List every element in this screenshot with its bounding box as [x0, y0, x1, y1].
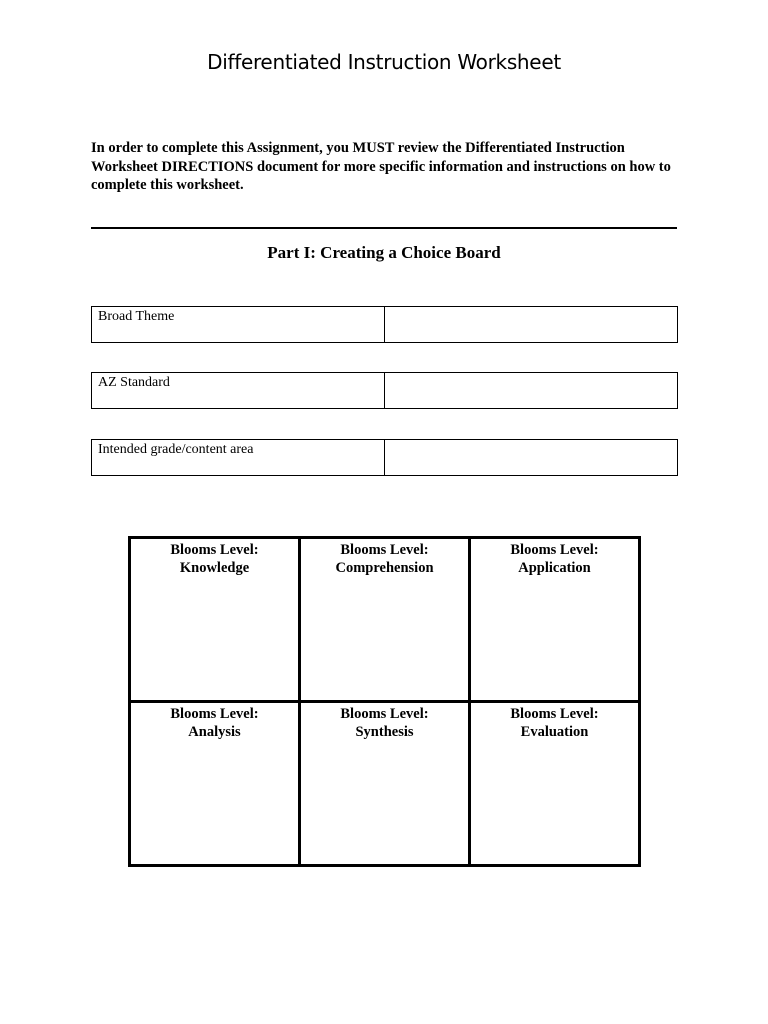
- az-standard-label: AZ Standard: [92, 373, 385, 409]
- az-standard-field[interactable]: [385, 373, 678, 409]
- broad-theme-label: Broad Theme: [92, 307, 385, 343]
- choice-cell-knowledge[interactable]: [130, 538, 300, 702]
- document-title: Differentiated Instruction Worksheet: [207, 50, 561, 74]
- grade-content-area-field[interactable]: [385, 440, 678, 476]
- blooms-level-prefix: Blooms Level:: [340, 706, 429, 722]
- broad-theme-field[interactable]: [385, 307, 678, 343]
- blooms-level-prefix: Blooms Level:: [340, 542, 429, 558]
- az-standard-table: [91, 372, 678, 409]
- intro-instructions: In order to complete this Assignment, you MUST review the Differentiated Instruction Worksheet DIRECTIONS document for more specific information and instructions on how to complete this worksheet.: [91, 140, 671, 193]
- choice-board-grid: [128, 536, 641, 867]
- blooms-level-name: Comprehension: [335, 560, 434, 576]
- grade-content-area-label: Intended grade/content area: [92, 440, 385, 476]
- blooms-level-name: Knowledge: [179, 560, 250, 576]
- blooms-level-prefix: Blooms Level:: [170, 542, 259, 558]
- broad-theme-table: [91, 306, 678, 343]
- blooms-level-prefix: Blooms Level:: [170, 706, 259, 722]
- blooms-level-name: Evaluation: [520, 724, 589, 740]
- choice-cell-application[interactable]: [470, 538, 640, 702]
- choice-cell-analysis[interactable]: [130, 702, 300, 866]
- blooms-level-prefix: Blooms Level:: [510, 542, 599, 558]
- grade-content-area-table: [91, 439, 678, 476]
- choice-cell-comprehension[interactable]: [300, 538, 470, 702]
- choice-cell-evaluation[interactable]: [470, 702, 640, 866]
- blooms-level-name: Synthesis: [355, 724, 414, 740]
- blooms-level-prefix: Blooms Level:: [510, 706, 599, 722]
- blooms-level-name: Application: [518, 560, 591, 576]
- part-heading: Part I: Creating a Choice Board: [267, 243, 501, 262]
- blooms-level-name: Analysis: [188, 724, 241, 740]
- horizontal-rule: [91, 227, 677, 229]
- choice-cell-synthesis[interactable]: [300, 702, 470, 866]
